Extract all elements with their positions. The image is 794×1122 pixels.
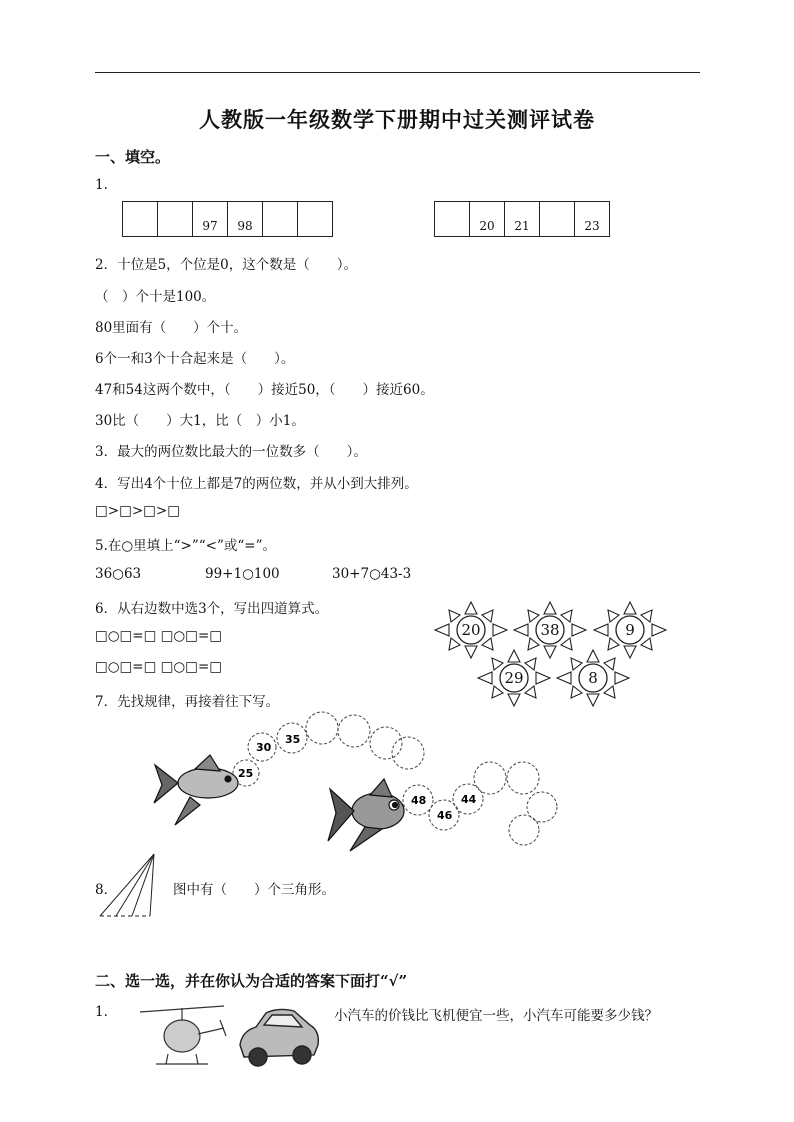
bead-number: 46 (437, 809, 453, 822)
sun-number-label: 29 (504, 669, 524, 687)
question-5-item-2: 99+1○100 (205, 566, 280, 582)
question-5-item-1: 36○63 (95, 566, 142, 582)
car-icon (234, 1001, 324, 1071)
question-2b: （ ）个十是100。 (95, 289, 216, 305)
question-5: 5.在○里填上“>”“<”或“=”。 (95, 538, 277, 554)
sun-number-label: 8 (588, 669, 598, 687)
bead-number: 48 (411, 794, 427, 807)
question-4: 4．写出4个十位上都是7的两位数，并从小到大排列。 (95, 476, 418, 492)
section2-question-1-label: 1. (95, 1004, 108, 1020)
question-2c: 80里面有（ ）个十。 (95, 320, 248, 336)
seq-b-cell: 20 (470, 202, 505, 237)
section-heading-choose: 二、选一选，并在你认为合适的答案下面打“√” (95, 972, 408, 990)
seq-b-cell: 21 (505, 202, 540, 237)
top-rule (95, 72, 700, 73)
seq-a-cell[interactable] (123, 202, 158, 237)
number-sequence-table-a (122, 201, 333, 237)
seq-a-cell: 97 (193, 202, 228, 237)
bead-number: 30 (256, 741, 272, 754)
seq-b-cell: 23 (575, 202, 610, 237)
sun-number-label: 38 (540, 621, 560, 639)
question-6-row-1: □○□=□ □○□=□ (95, 628, 223, 644)
seq-a-cell[interactable] (263, 202, 298, 237)
question-1-label: 1. (95, 177, 108, 193)
question-5-item-3: 30+7○43-3 (332, 566, 412, 582)
question-2e: 47和54这两个数中，（ ）接近50，（ ）接近60。 (95, 382, 434, 398)
helicopter-icon (138, 998, 228, 1070)
question-3: 3．最大的两位数比最大的一位数多（ ）。 (95, 444, 367, 460)
bead-number: 44 (461, 793, 477, 806)
seq-a-cell: 98 (228, 202, 263, 237)
question-2d: 6个一和3个十合起来是（ ）。 (95, 351, 295, 367)
question-2: 2．十位是5，个位是0，这个数是（ ）。 (95, 257, 358, 273)
sun-number-label: 9 (625, 621, 635, 639)
question-2f: 30比（ ）大1，比（ ）小1。 (95, 413, 305, 429)
fish-icon (154, 755, 238, 825)
page-title: 人教版一年级数学下册期中过关测评试卷 (199, 107, 595, 132)
seq-b-cell[interactable] (540, 202, 575, 237)
section-heading-fill-in: 一、填空。 (95, 148, 171, 166)
sun-number (555, 648, 631, 708)
seq-a-cell[interactable] (158, 202, 193, 237)
sun-number-label: 20 (461, 621, 481, 639)
question-8-label: 8． (95, 882, 118, 898)
seq-a-cell[interactable] (298, 202, 333, 237)
section2-question-1: 小汽车的价钱比飞机便宜一些，小汽车可能要多少钱？ (334, 1008, 658, 1024)
question-7: 7．先找规律，再接着往下写。 (95, 694, 280, 710)
sun-number (476, 648, 552, 708)
seq-b-cell[interactable] (435, 202, 470, 237)
question-6-row-2: □○□=□ □○□=□ (95, 659, 223, 675)
bead-number: 25 (238, 767, 254, 780)
question-4-pattern: □>□>□>□ (95, 503, 180, 519)
question-6: 6．从右边数中选3个，写出四道算式。 (95, 601, 329, 617)
number-sequence-table-b (434, 201, 610, 237)
goldfish-icon (328, 779, 404, 851)
bead-number: 35 (285, 733, 301, 746)
fish-bead-pattern (150, 705, 570, 865)
question-8: 图中有（ ）个三角形。 (173, 882, 335, 898)
